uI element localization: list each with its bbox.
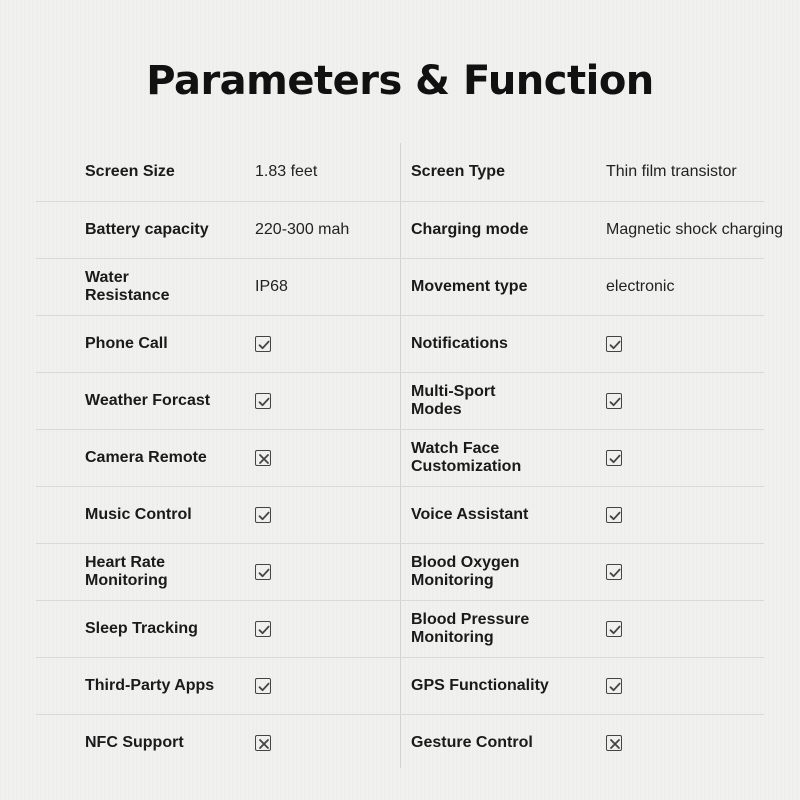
table-row [36,429,764,486]
checkbox-checked-icon [255,678,271,694]
param-label: Heart Rate Monitoring [85,553,168,589]
page-title: Parameters & Function [146,58,654,104]
checkbox-checked-icon [606,336,622,352]
param-label: Phone Call [85,334,168,352]
param-label: Sleep Tracking [85,619,198,637]
param-label: Weather Forcast [85,391,211,409]
param-label: Water Resistance [85,268,170,304]
param-label: Blood Pressure Monitoring [411,610,530,646]
table-row [36,143,764,201]
param-label: Voice Assistant [411,505,529,523]
table-row [36,600,764,657]
table-row [36,486,764,543]
param-value: 220-300 mah [255,220,350,238]
param-label: GPS Functionality [411,676,549,694]
param-label: Battery capacity [85,220,209,238]
param-label: Gesture Control [411,733,533,751]
checkbox-checked-icon [606,507,622,523]
table-row [36,315,764,372]
param-label: Movement type [411,277,528,295]
table-row [36,258,764,315]
param-value: Magnetic shock charging [606,220,783,238]
checkbox-cross-icon [255,735,271,751]
param-label: Screen Type [411,163,505,180]
table-row [36,372,764,429]
table-row [36,201,783,258]
table-row [36,543,764,600]
param-value: Thin film transistor [606,163,737,180]
param-label: Charging mode [411,220,529,238]
checkbox-checked-icon [606,621,622,637]
param-label: Blood Oxygen Monitoring [411,553,520,589]
param-label: Music Control [85,505,192,523]
checkbox-checked-icon [606,450,622,466]
checkbox-checked-icon [606,564,622,580]
param-label: Watch Face Customization [411,439,522,475]
parameters-table [36,143,783,768]
checkbox-checked-icon [606,393,622,409]
checkbox-checked-icon [255,336,271,352]
param-value: 1.83 feet [255,163,318,180]
table-row [36,714,764,771]
param-value: electronic [606,277,675,295]
checkbox-checked-icon [255,621,271,637]
param-label: Third-Party Apps [85,676,215,694]
param-value: IP68 [255,277,288,295]
param-label: Notifications [411,334,508,352]
param-label: NFC Support [85,733,184,751]
checkbox-checked-icon [606,678,622,694]
param-label: Camera Remote [85,448,207,466]
checkbox-checked-icon [255,507,271,523]
checkbox-checked-icon [255,564,271,580]
checkbox-cross-icon [255,450,271,466]
param-label: Multi-Sport Modes [411,382,496,418]
param-label: Screen Size [85,163,175,180]
checkbox-checked-icon [255,393,271,409]
table-row [36,657,764,714]
checkbox-cross-icon [606,735,622,751]
